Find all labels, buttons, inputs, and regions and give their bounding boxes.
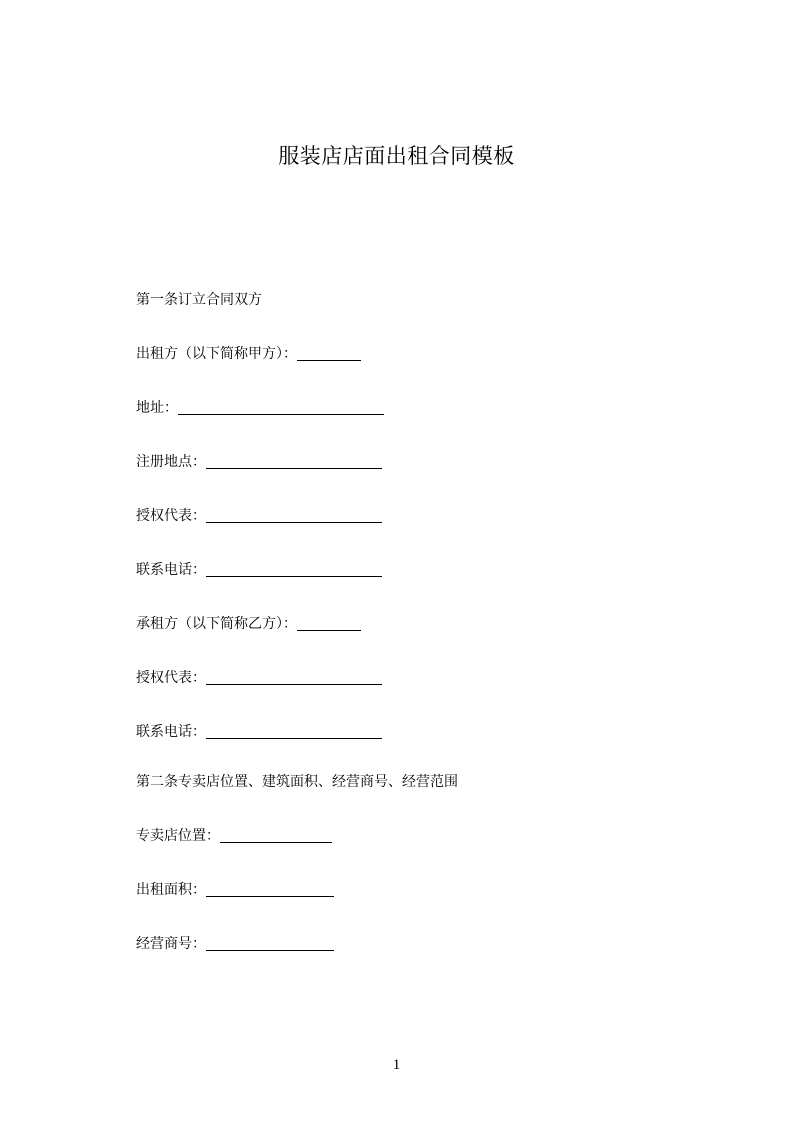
document-title: 服装店店面出租合同模板: [278, 144, 515, 168]
section-heading-parties: [136, 288, 262, 312]
lessee-phone-label: 联系电话：: [136, 724, 206, 740]
lessor-label: 出租方（以下简称甲方）：: [136, 346, 297, 362]
lessee-phone-line: [136, 720, 382, 744]
lessor-phone-line: [136, 558, 382, 582]
section-heading-label: 第二条专卖店位置、建筑面积、经营商号、经营范围: [136, 774, 458, 790]
lessor-phone-label: 联系电话：: [136, 562, 206, 578]
store-location-line: [136, 824, 332, 848]
lessee-line: [136, 612, 361, 636]
rental-area-label: 出租面积：: [136, 882, 206, 898]
lessee-representative-blank: [206, 666, 382, 685]
lessor-representative-label: 授权代表：: [136, 508, 206, 524]
lessor-line: [136, 342, 361, 366]
lessee-blank: [297, 612, 361, 631]
lessee-label: 承租方（以下简称乙方）：: [136, 616, 297, 632]
lessor-representative-line: [136, 504, 382, 528]
lessee-phone-blank: [206, 720, 382, 739]
section-heading-store: [136, 770, 458, 794]
lessor-representative-blank: [206, 504, 382, 523]
address-label: 地址：: [136, 400, 178, 416]
section-heading-label: 第一条订立合同双方: [136, 292, 262, 308]
lessor-phone-blank: [206, 558, 382, 577]
lessee-representative-label: 授权代表：: [136, 670, 206, 686]
store-location-blank: [220, 824, 332, 843]
store-location-label: 专卖店位置：: [136, 828, 220, 844]
registered-place-line: [136, 450, 382, 474]
rental-area-blank: [206, 878, 334, 897]
address-blank: [178, 396, 384, 415]
lessor-blank: [297, 342, 361, 361]
address-line: [136, 396, 384, 420]
trade-name-line: [136, 932, 334, 956]
lessee-representative-line: [136, 666, 382, 690]
registered-place-blank: [206, 450, 382, 469]
trade-name-label: 经营商号：: [136, 936, 206, 952]
trade-name-blank: [206, 932, 334, 951]
page-number: 1: [392, 1057, 401, 1073]
rental-area-line: [136, 878, 334, 902]
registered-place-label: 注册地点：: [136, 454, 206, 470]
